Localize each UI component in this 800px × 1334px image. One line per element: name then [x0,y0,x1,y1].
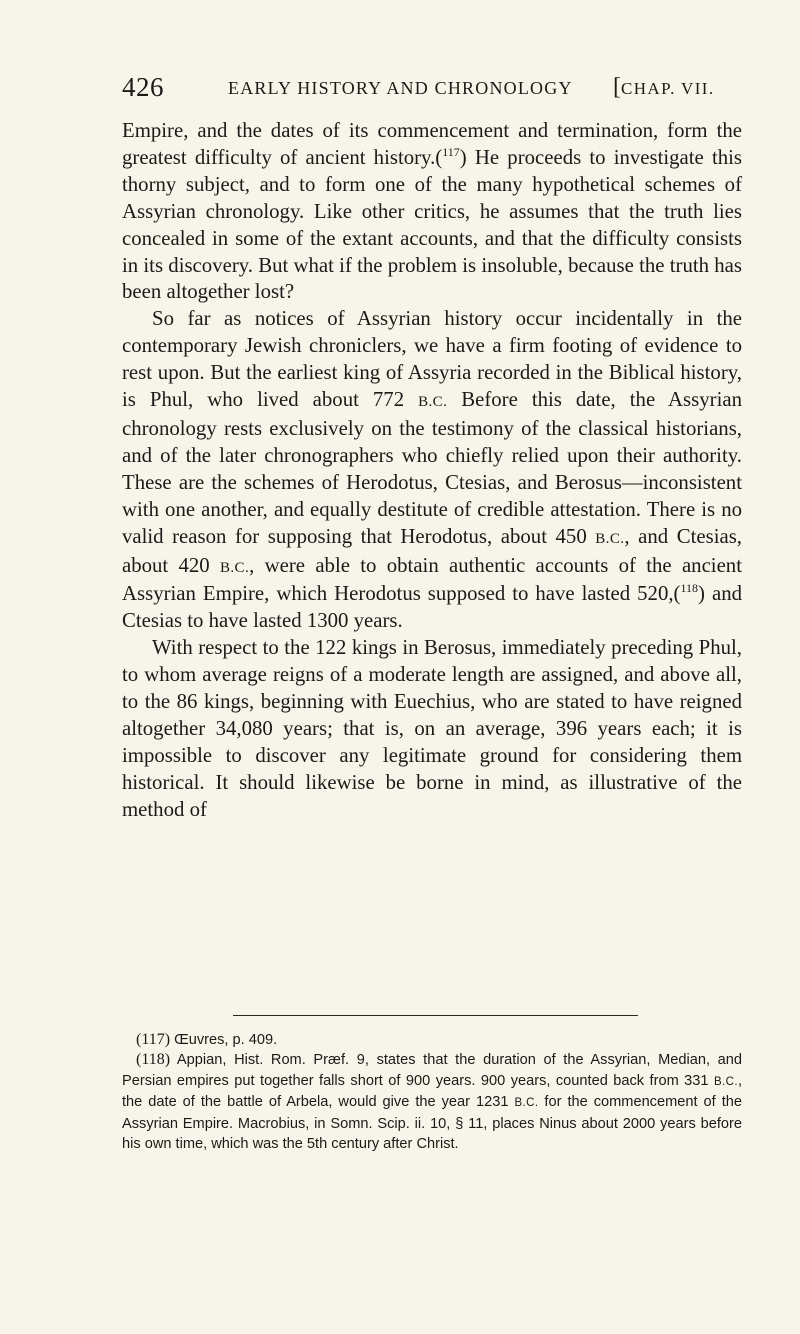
chapter-bracket: [ [613,74,621,100]
chapter-text: CHAP. VII. [621,79,715,98]
footnote-117: (117) Œuvres, p. 409. [136,1031,278,1048]
footnote-118: (118) Appian, Hist. Rom. Præf. 9, states that the duration of the Assyrian, Median, and Persian empires put together falls short of 900 years. 900 years, counted back from 331 B.C., the date of the battle of Arbela, would give the year 1231 B.C. for the commencement of the Assyrian Empire. Macrobius, in Somn. Scip. ii. 10, § 11, places Ninus about 2000 years before his own time, which was the 5th century after Christ. [122,1051,743,1153]
page-number: 426 [122,72,164,102]
paragraph-1: Empire, and the dates of its commencement and termination, form the greatest difficulty of ancient history.($^{117}$) He proceeds to investigate this thorny subject, and to form one of the many hypothetical schemes of Assyrian chronology. Like other critics, he assumes that the truth lies concealed in some of the extant accounts, and that the difficulty consists in its discovery. But what if the problem is insoluble, because the truth has been altogether lost? [122,119,742,304]
running-header [122,72,742,108]
running-title: EARLY HISTORY AND CHRONOLOGY [228,78,573,98]
footnote-number: (118) [136,1051,171,1069]
paragraph-2: So far as notices of Assyrian history occur incidentally in the contemporary Jewish chroniclers, we have a firm footing of evidence to rest upon. But the earliest king of Assyria recorded in the Biblical history, is Phul, who lived about 772 B.C. Before this date, the Assyrian chronology rests exclusively on the testimony of the classical historians, and of the later chronographers who chiefly relied upon their authority. These are the schemes of Herodotus, Ctesias, and Berosus—inconsistent with one another, and equally destitute of credible attestation. There is no valid reason for supposing that Herodotus, about 450 B.C., and Ctesias, about 420 B.C., were able to obtain authentic accounts of the ancient Assyrian Empire, which Herodotus supposed to have lasted 520,($^{118}$) and Ctesias to have lasted 1300 years. [122,307,743,633]
body-text [122,118,742,824]
footnote-divider [233,1015,638,1016]
footnote-number: (117) [136,1031,171,1048]
footnotes [122,1030,742,1154]
paragraph-3: With respect to the 122 kings in Berosus, immediately preceding Phul, to whom average reigns of a moderate length are assigned, and above all, to the 86 kings, beginning with Euechius, who are stated to have reigned altogether 34,080 years; that is, on an average, 396 years each; it is impossible to discover any legitimate ground for considering them historical. It should likewise be borne in mind, as illustrative of the method of [122,636,742,821]
footnote-ref-118: 118 [680,581,699,596]
footnote-ref-117: 117 [442,144,460,159]
chapter-label [613,74,715,101]
